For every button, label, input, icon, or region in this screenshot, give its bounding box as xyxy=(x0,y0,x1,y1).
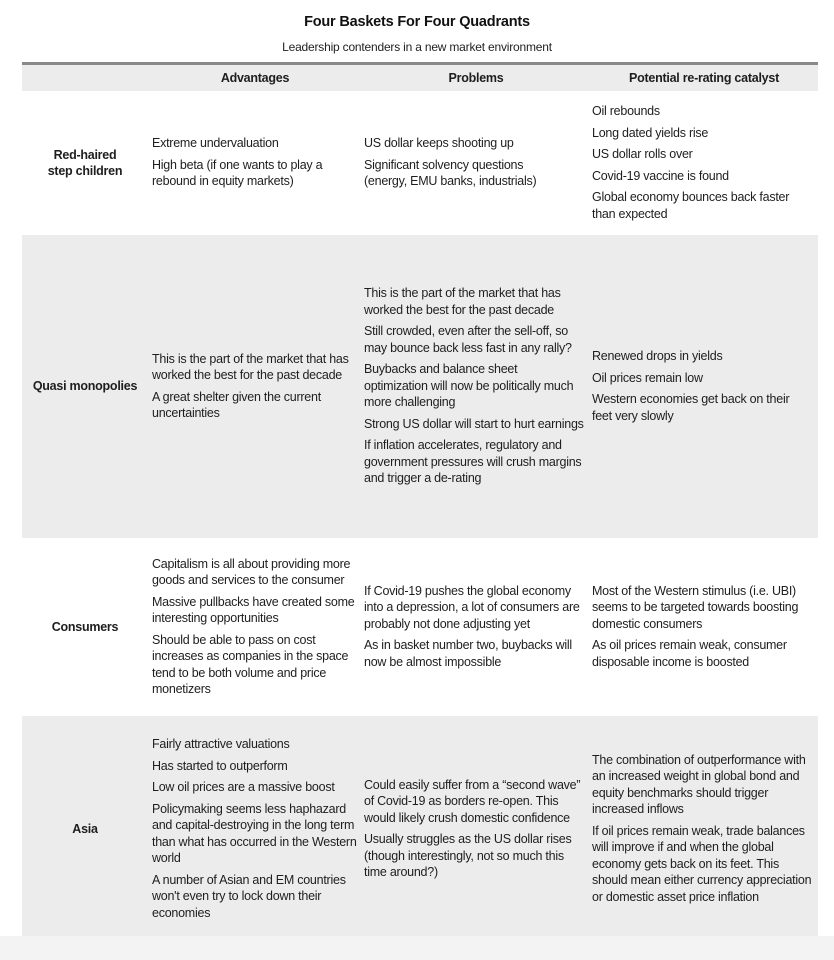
list-item: If oil prices remain weak, trade balances will improve if and when the global economy gets back on its feet. This should mean either currency appreciation or domestic asset price inflation xyxy=(592,823,812,904)
list-item: Policymaking seems less haphazard and capital-destroying in the long term than what has occurred in the Western world xyxy=(152,801,357,865)
list-item: As oil prices remain weak, consumer disposable income is boosted xyxy=(592,638,787,669)
list-item: Still crowded, even after the sell-off, so may bounce back less fast in any rally? xyxy=(364,324,572,355)
list-item: The combination of outperformance with an increased weight in global bond and equity benchmarks should trigger increased inflows xyxy=(592,752,806,817)
problems-cell xyxy=(362,91,590,235)
list-item: Western economies get back on their feet very slowly xyxy=(592,392,790,423)
list-item: If Covid-19 pushes the global economy into a depression, a lot of consumers are probably not done adjusting yet xyxy=(364,583,580,631)
problems-cell xyxy=(362,235,590,538)
list-item: Oil rebounds xyxy=(592,104,660,118)
table-row xyxy=(22,91,818,235)
basket-name: Consumers xyxy=(51,619,119,634)
advantages-cell xyxy=(148,91,362,235)
table-row xyxy=(22,716,818,942)
table-row xyxy=(22,538,818,716)
problems-cell xyxy=(362,538,590,716)
list-item: Strong US dollar will start to hurt earnings xyxy=(364,416,584,431)
basket-name: Quasi monopolies xyxy=(32,379,138,394)
list-item: High beta (if one wants to play a rebound in equity markets) xyxy=(152,157,323,189)
problems-cell xyxy=(362,716,590,942)
list-item: Low oil prices are a massive boost xyxy=(152,780,335,794)
catalysts-cell xyxy=(590,716,818,942)
basket-name: Red-haired step children xyxy=(47,147,123,178)
advantages-cell xyxy=(148,235,362,538)
list-item: Fairly attractive valuations xyxy=(152,737,290,751)
list-item: Extreme undervaluation xyxy=(152,136,279,151)
list-item: Buybacks and balance sheet optimization will now be politically much more challenging xyxy=(364,362,574,410)
header-problems: Problems xyxy=(448,70,504,85)
list-item: This is the part of the market that has worked the best for the past decade xyxy=(364,286,561,317)
catalysts-cell xyxy=(590,235,818,538)
header-catalyst: Potential re-rating catalyst xyxy=(629,70,779,85)
list-item: Massive pullbacks have created some interesting opportunities xyxy=(152,594,355,625)
table-title: Four Baskets For Four Quadrants xyxy=(304,14,530,30)
advantages-cell xyxy=(148,538,362,716)
catalysts-cell xyxy=(590,538,818,716)
list-item: Capitalism is all about providing more goods and services to the consumer xyxy=(152,556,351,587)
list-item: Covid-19 vaccine is found xyxy=(592,168,729,183)
list-item: Usually struggles as the US dollar rises (though interestingly, not so much this time around?) xyxy=(364,832,572,879)
list-item: A great shelter given the current uncertainties xyxy=(152,389,321,420)
list-item: US dollar keeps shooting up xyxy=(364,136,514,151)
advantages-cell xyxy=(148,716,362,942)
list-item: Could easily suffer from a “second wave” of Covid-19 as borders re-open. This would likely crush domestic confidence xyxy=(364,777,581,825)
list-item: US dollar rolls over xyxy=(592,147,693,161)
list-item: A number of Asian and EM countries won't even try to lock down their economies xyxy=(152,872,346,920)
catalysts-cell xyxy=(590,91,818,235)
list-item: If inflation accelerates, regulatory and government pressures will crush margins and trigger a de-rating xyxy=(364,438,582,486)
table-row xyxy=(22,235,818,538)
table-subtitle: Leadership contenders in a new market environment xyxy=(282,40,552,54)
list-item: Has started to outperform xyxy=(152,758,288,773)
list-item: Most of the Western stimulus (i.e. UBI) seems to be targeted towards boosting domestic consumers xyxy=(592,583,799,631)
list-item: Global economy bounces back faster than expected xyxy=(592,190,790,221)
page-bottom-fade xyxy=(0,936,834,960)
list-item: As in basket number two, buybacks will now be almost impossible xyxy=(364,638,572,669)
list-item: Oil prices remain low xyxy=(592,370,703,385)
list-item: Should be able to pass on cost increases as companies in the space tend to be both volume and price monetizers xyxy=(152,632,349,696)
list-item: Renewed drops in yields xyxy=(592,349,723,363)
list-item: Significant solvency questions (energy, EMU banks, industrials) xyxy=(364,157,537,189)
basket-name: Asia xyxy=(72,821,98,836)
header-advantages: Advantages xyxy=(220,70,290,85)
list-item: Long dated yields rise xyxy=(592,125,709,140)
baskets-table xyxy=(22,62,818,950)
header-row xyxy=(22,65,818,91)
list-item: This is the part of the market that has worked the best for the past decade xyxy=(152,351,349,382)
